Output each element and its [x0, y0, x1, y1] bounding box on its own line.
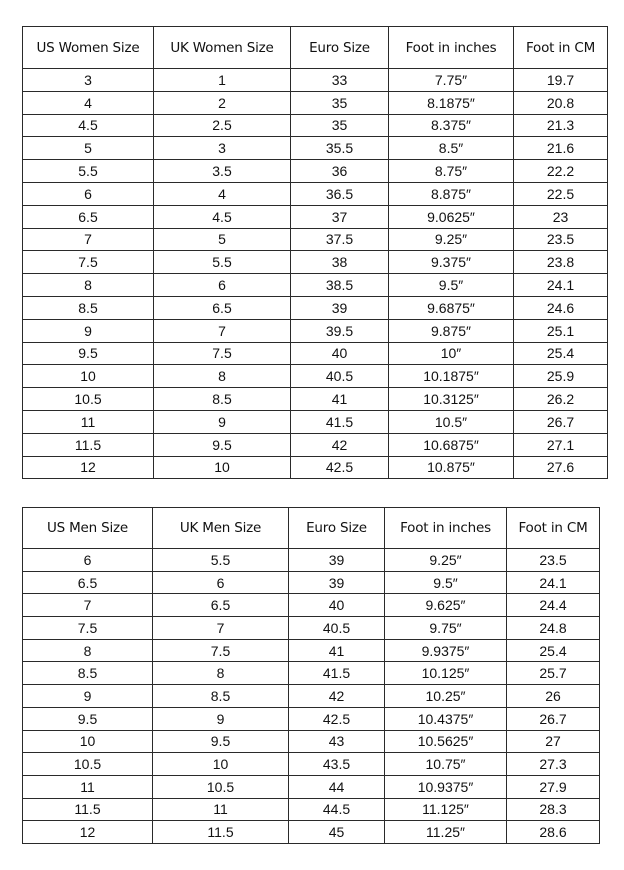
table-row [23, 410, 608, 433]
table-cell: 9.25″ [389, 228, 514, 251]
table-cell: 4.5 [23, 114, 154, 137]
table-cell: 6 [153, 571, 289, 594]
table-cell: 9.875″ [389, 319, 514, 342]
table-cell: 5.5 [153, 549, 289, 572]
table-cell: 36 [291, 160, 389, 183]
table-cell: 3.5 [154, 160, 291, 183]
table-cell: 9.9375″ [385, 639, 507, 662]
table-cell: 35 [291, 91, 389, 114]
table-row [23, 114, 608, 137]
table-cell: 9.5 [154, 433, 291, 456]
table-cell: 11 [23, 775, 153, 798]
table-cell: 41.5 [289, 662, 385, 685]
table-cell: 8 [153, 662, 289, 685]
column-header: US Men Size [23, 508, 153, 549]
column-header: Euro Size [291, 27, 389, 69]
table-cell: 25.1 [514, 319, 608, 342]
table-cell: 10.25″ [385, 685, 507, 708]
table-cell: 24.1 [507, 571, 600, 594]
table-cell: 10.9375″ [385, 775, 507, 798]
table-cell: 22.2 [514, 160, 608, 183]
men-size-table [22, 507, 600, 844]
table-cell: 7.5 [154, 342, 291, 365]
table-cell: 40 [291, 342, 389, 365]
table-cell: 25.9 [514, 365, 608, 388]
table-cell: 5.5 [154, 251, 291, 274]
table-cell: 8 [23, 274, 154, 297]
table-row [23, 228, 608, 251]
table-cell: 8.1875″ [389, 91, 514, 114]
table-cell: 28.3 [507, 798, 600, 821]
table-cell: 5 [154, 228, 291, 251]
table-cell: 3 [154, 137, 291, 160]
table-cell: 21.6 [514, 137, 608, 160]
table-cell: 6.5 [154, 296, 291, 319]
column-header: UK Men Size [153, 508, 289, 549]
table-cell: 10″ [389, 342, 514, 365]
table-cell: 6 [154, 274, 291, 297]
table-cell: 7.5 [153, 639, 289, 662]
table-row [23, 205, 608, 228]
table-cell: 9.5 [23, 707, 153, 730]
table-cell: 9.6875″ [389, 296, 514, 319]
table-cell: 26.7 [514, 410, 608, 433]
table-row [23, 319, 608, 342]
table-cell: 44.5 [289, 798, 385, 821]
table-cell: 7.5 [23, 251, 154, 274]
table-row [23, 296, 608, 319]
table-cell: 22.5 [514, 182, 608, 205]
table-row [23, 91, 608, 114]
table-cell: 10 [23, 730, 153, 753]
table-cell: 28.6 [507, 821, 600, 844]
table-cell: 26.2 [514, 388, 608, 411]
table-cell: 6.5 [23, 571, 153, 594]
table-cell: 9 [154, 410, 291, 433]
table-cell: 38.5 [291, 274, 389, 297]
column-header: Foot in inches [385, 508, 507, 549]
table-cell: 6 [23, 182, 154, 205]
table-cell: 1 [154, 69, 291, 92]
table-cell: 10 [23, 365, 154, 388]
table-cell: 9.5 [23, 342, 154, 365]
table-row [23, 182, 608, 205]
table-cell: 39 [291, 296, 389, 319]
table-row [23, 160, 608, 183]
table-cell: 7.75″ [389, 69, 514, 92]
table-cell: 8.5 [23, 296, 154, 319]
table-cell: 6.5 [153, 594, 289, 617]
table-cell: 27.3 [507, 753, 600, 776]
table-cell: 8 [23, 639, 153, 662]
table-row [23, 342, 608, 365]
table-cell: 39 [289, 549, 385, 572]
table-row [23, 251, 608, 274]
column-header: Foot in CM [514, 27, 608, 69]
table-cell: 43.5 [289, 753, 385, 776]
table-cell: 10.5 [153, 775, 289, 798]
table-cell: 40 [289, 594, 385, 617]
table-cell: 24.1 [514, 274, 608, 297]
table-row [23, 775, 600, 798]
table-cell: 10.5 [23, 388, 154, 411]
table-cell: 5 [23, 137, 154, 160]
column-header: UK Women Size [154, 27, 291, 69]
table-cell: 25.4 [507, 639, 600, 662]
table-cell: 27.9 [507, 775, 600, 798]
table-cell: 8.875″ [389, 182, 514, 205]
table-cell: 11.5 [23, 433, 154, 456]
table-cell: 10.4375″ [385, 707, 507, 730]
table-cell: 10.125″ [385, 662, 507, 685]
table-cell: 10.5 [23, 753, 153, 776]
table-row [23, 388, 608, 411]
table-cell: 37.5 [291, 228, 389, 251]
women-table-body [23, 69, 608, 479]
table-cell: 8.5″ [389, 137, 514, 160]
table-cell: 19.7 [514, 69, 608, 92]
table-cell: 43 [289, 730, 385, 753]
table-cell: 35.5 [291, 137, 389, 160]
table-cell: 11 [23, 410, 154, 433]
table-cell: 11 [153, 798, 289, 821]
table-cell: 6 [23, 549, 153, 572]
table-row [23, 274, 608, 297]
table-cell: 36.5 [291, 182, 389, 205]
table-cell: 35 [291, 114, 389, 137]
table-cell: 23 [514, 205, 608, 228]
table-cell: 20.8 [514, 91, 608, 114]
table-cell: 4.5 [154, 205, 291, 228]
women-header-row [23, 27, 608, 69]
table-cell: 10.1875″ [389, 365, 514, 388]
table-cell: 10.5″ [389, 410, 514, 433]
table-row [23, 571, 600, 594]
table-cell: 10.75″ [385, 753, 507, 776]
table-row [23, 707, 600, 730]
table-cell: 9.0625″ [389, 205, 514, 228]
men-table-body [23, 549, 600, 844]
table-cell: 7 [23, 594, 153, 617]
table-cell: 42 [289, 685, 385, 708]
column-header: Foot in CM [507, 508, 600, 549]
table-row [23, 69, 608, 92]
table-cell: 42.5 [291, 456, 389, 479]
table-cell: 11.25″ [385, 821, 507, 844]
table-cell: 42.5 [289, 707, 385, 730]
table-cell: 26 [507, 685, 600, 708]
table-cell: 9.5″ [389, 274, 514, 297]
table-cell: 5.5 [23, 160, 154, 183]
table-cell: 9.625″ [385, 594, 507, 617]
table-cell: 27.1 [514, 433, 608, 456]
table-cell: 39.5 [291, 319, 389, 342]
table-cell: 8.5 [23, 662, 153, 685]
table-cell: 12 [23, 456, 154, 479]
table-row [23, 662, 600, 685]
table-cell: 9.25″ [385, 549, 507, 572]
table-cell: 9.75″ [385, 617, 507, 640]
table-cell: 8.75″ [389, 160, 514, 183]
table-row [23, 798, 600, 821]
table-cell: 8.5 [154, 388, 291, 411]
column-header: Foot in inches [389, 27, 514, 69]
table-row [23, 639, 600, 662]
table-cell: 24.4 [507, 594, 600, 617]
women-size-table [22, 26, 608, 479]
table-cell: 24.8 [507, 617, 600, 640]
table-cell: 11.5 [153, 821, 289, 844]
table-cell: 44 [289, 775, 385, 798]
table-cell: 8.5 [153, 685, 289, 708]
table-row [23, 549, 600, 572]
column-header: US Women Size [23, 27, 154, 69]
table-cell: 8.375″ [389, 114, 514, 137]
table-cell: 9 [153, 707, 289, 730]
table-cell: 26.7 [507, 707, 600, 730]
table-cell: 39 [289, 571, 385, 594]
table-cell: 40.5 [291, 365, 389, 388]
table-row [23, 753, 600, 776]
table-cell: 40.5 [289, 617, 385, 640]
men-header-row [23, 508, 600, 549]
table-cell: 7.5 [23, 617, 153, 640]
table-row [23, 617, 600, 640]
table-cell: 42 [291, 433, 389, 456]
table-cell: 12 [23, 821, 153, 844]
table-row [23, 433, 608, 456]
table-cell: 6.5 [23, 205, 154, 228]
table-cell: 2.5 [154, 114, 291, 137]
table-cell: 10 [153, 753, 289, 776]
table-cell: 4 [154, 182, 291, 205]
table-cell: 10.3125″ [389, 388, 514, 411]
table-cell: 38 [291, 251, 389, 274]
table-cell: 11.5 [23, 798, 153, 821]
table-cell: 10.875″ [389, 456, 514, 479]
table-cell: 7 [23, 228, 154, 251]
table-cell: 37 [291, 205, 389, 228]
table-row [23, 685, 600, 708]
table-cell: 25.7 [507, 662, 600, 685]
table-row [23, 821, 600, 844]
table-row [23, 456, 608, 479]
table-cell: 2 [154, 91, 291, 114]
table-cell: 23.5 [514, 228, 608, 251]
table-cell: 7 [154, 319, 291, 342]
table-cell: 9.5 [153, 730, 289, 753]
table-cell: 11.125″ [385, 798, 507, 821]
table-cell: 9 [23, 685, 153, 708]
table-cell: 27 [507, 730, 600, 753]
column-header: Euro Size [289, 508, 385, 549]
table-cell: 10 [154, 456, 291, 479]
table-cell: 10.6875″ [389, 433, 514, 456]
table-cell: 21.3 [514, 114, 608, 137]
table-cell: 33 [291, 69, 389, 92]
table-cell: 23.8 [514, 251, 608, 274]
table-cell: 41.5 [291, 410, 389, 433]
table-cell: 41 [291, 388, 389, 411]
table-cell: 23.5 [507, 549, 600, 572]
table-row [23, 137, 608, 160]
table-row [23, 365, 608, 388]
table-cell: 8 [154, 365, 291, 388]
table-cell: 10.5625″ [385, 730, 507, 753]
table-cell: 7 [153, 617, 289, 640]
table-cell: 45 [289, 821, 385, 844]
table-row [23, 594, 600, 617]
table-cell: 24.6 [514, 296, 608, 319]
table-cell: 25.4 [514, 342, 608, 365]
table-cell: 41 [289, 639, 385, 662]
table-cell: 9.5″ [385, 571, 507, 594]
table-cell: 27.6 [514, 456, 608, 479]
table-cell: 3 [23, 69, 154, 92]
table-cell: 9.375″ [389, 251, 514, 274]
table-row [23, 730, 600, 753]
table-cell: 9 [23, 319, 154, 342]
table-cell: 4 [23, 91, 154, 114]
